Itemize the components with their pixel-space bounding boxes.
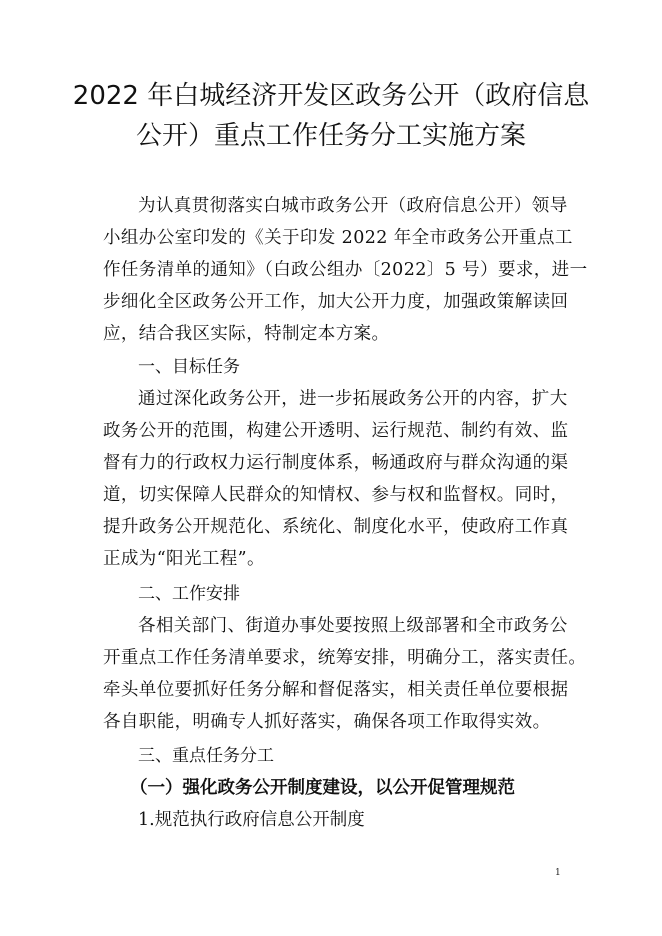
- title-line-2: 公开）重点工作任务分工实施方案: [135, 121, 526, 151]
- section-1-line-4: 道，切实保障人民群众的知情权、参与权和监督权。同时，: [103, 485, 569, 505]
- page-number: 1: [555, 868, 561, 878]
- intro-line-3: 作任务清单的通知》（白政公组办〔2022〕5 号）要求，进一: [103, 260, 588, 280]
- section-1-line-2: 政务公开的范围，构建公开透明、运行规范、制约有效、监: [103, 421, 569, 441]
- section-2-line-2: 开重点工作任务清单要求，统筹安排，明确分工，落实责任。: [103, 648, 587, 668]
- section-1-line-5: 提升政务公开规范化、系统化、制度化水平，使政府工作真: [103, 517, 569, 537]
- section-1-line-3: 督有力的行政权力运行制度体系，畅通政府与群众沟通的渠: [103, 453, 569, 473]
- section-1-line-1: 通过深化政务公开，进一步拓展政务公开的内容，扩大: [138, 389, 568, 409]
- title-line-1: 2022 年白城经济开发区政务公开（政府信息: [72, 81, 590, 111]
- section-3-heading: 三、重点任务分工: [138, 746, 274, 766]
- section-3-item-1: 1.规范执行政府信息公开制度: [138, 810, 365, 830]
- section-2-heading: 二、工作安排: [138, 584, 240, 604]
- intro-line-1: 为认真贯彻落实白城市政务公开（政府信息公开）领导: [138, 196, 568, 216]
- section-1-line-6: 正成为“阳光工程”。: [103, 549, 265, 569]
- section-2-paragraph: [103, 610, 587, 738]
- section-2-line-1: 各相关部门、街道办事处要按照上级部署和全市政务公: [138, 616, 568, 636]
- section-1-paragraph: [103, 383, 569, 575]
- section-3-subheading: （一）强化政务公开制度建设，以公开促管理规范: [130, 778, 515, 798]
- section-2-line-4: 各自职能，明确专人抓好落实，确保各项工作取得实效。: [103, 712, 551, 732]
- intro-paragraph: [103, 190, 588, 350]
- section-2-line-3: 牵头单位要抓好任务分解和督促落实，相关责任单位要根据: [103, 680, 569, 700]
- document-title: [60, 76, 602, 156]
- section-1-heading: 一、目标任务: [138, 357, 240, 377]
- intro-line-5: 应，结合我区实际，特制定本方案。: [103, 324, 390, 344]
- intro-line-2: 小组办公室印发的《关于印发 2022 年全市政务公开重点工: [103, 228, 573, 248]
- intro-line-4: 步细化全区政务公开工作，加大公开力度，加强政策解读回: [103, 292, 569, 312]
